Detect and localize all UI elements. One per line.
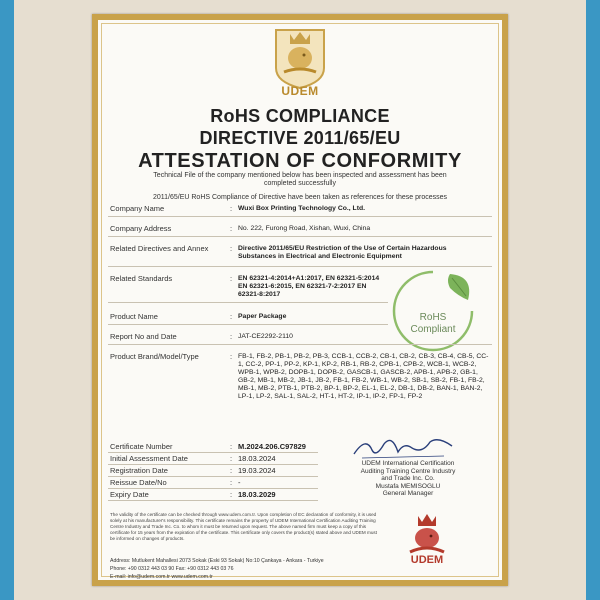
intro-line-3: 2011/65/EU RoHS Compliance of Directive have been taken as references for these processes bbox=[152, 194, 448, 201]
field-label: Company Address bbox=[110, 224, 172, 233]
signatory-line-1: UDEM International Certification bbox=[361, 460, 455, 467]
cert-label: Certificate Number bbox=[110, 442, 173, 451]
cert-value: M.2024.206.C97829 bbox=[238, 442, 306, 451]
lion-crest-icon bbox=[266, 24, 334, 90]
signatory-line-3: and Trade Inc. Co. bbox=[381, 475, 435, 482]
divider bbox=[108, 464, 318, 465]
signatory-block bbox=[338, 460, 478, 498]
certificate-sheet bbox=[92, 14, 508, 586]
cert-value: 19.03.2024 bbox=[238, 466, 276, 475]
field-colon: : bbox=[230, 352, 233, 361]
rohs-badge-line-1: RoHS bbox=[419, 312, 447, 323]
cert-colon: : bbox=[230, 466, 233, 475]
field-label: Product Brand/Model/Type bbox=[110, 352, 199, 361]
field-value: FB-1, FB-2, PB-1, PB-2, PB-3, CCB-1, CCB-2, CB-1, CB-2, CB-3, CB-4, CB-5, CC-1, CC-2, PP-1, PP-2, KP-1, KP-2, RB-1, RB-2, CPB-1, CPB-2, WCB-1, WCB-2, WPB-1, WPB-2, DOPB-1, DOPB-2, GASCB-1, GASCB-2, APB-1, APB-2, GB-1, GB-2, MB-1, MB-2, JB-1, JB-2, FB-1, FB-2, WB-1, WB-2, SB-1, SB-2, FB-1, FB-2, MB-1, MB-2, PTB-1, PTB-2, BP-1, BP-2, EL-1, EL-2, DB-1, DB-2, BAN-1, BAN-2, LP-1, LP-2, SAL-1, SAL-2, HT-1, HT-2, IP-1, IP-2, FP-1, FP-2 bbox=[238, 353, 489, 400]
lion-crest-icon bbox=[402, 512, 452, 556]
title-line-2: DIRECTIVE 2011/65/EU bbox=[199, 128, 401, 148]
field-value: JAT-CE2292-2110 bbox=[238, 333, 293, 340]
fine-print: The validity of the certificate can be checked through www.udem.com.tr. Upon completion of EC declaration of conformity, it is used solely at his manufacturer's responsibility. This certificate remains the property of UDEM International Certification Auditing Training Centre Industry and Trade Inc. Co. to whom it must be returned upon request. The above named firm must keep a copy of this certificate for 15 years from the expiration of the certificate. This certificate only covers the product(s) stated above and UDEM must be informed on changes of products. bbox=[110, 512, 377, 541]
divider bbox=[108, 236, 492, 237]
field-value: EN 62321-4:2014+A1:2017, EN 62321-5:2014 EN 62321-6:2015, EN 62321-7-2:2017 EN 62321-8:2017 bbox=[238, 275, 380, 298]
signatory-line-2: Auditing Training Centre Industry bbox=[360, 467, 456, 475]
signatory-line-5: General Manager bbox=[382, 490, 434, 497]
title-line-1: RoHS COMPLIANCE bbox=[210, 106, 390, 126]
cert-colon: : bbox=[230, 454, 233, 463]
title-line-3: ATTESTATION OF CONFORMITY bbox=[138, 150, 462, 172]
field-label: Report No and Date bbox=[110, 332, 177, 341]
divider bbox=[108, 488, 318, 489]
field-colon: : bbox=[230, 224, 233, 233]
field-label: Related Standards bbox=[110, 274, 173, 283]
field-colon: : bbox=[230, 274, 233, 283]
cert-value: 18.03.2024 bbox=[238, 454, 276, 463]
rohs-leaf-icon bbox=[388, 266, 478, 356]
divider bbox=[108, 500, 318, 501]
field-colon: : bbox=[230, 204, 233, 213]
signature-icon bbox=[348, 432, 458, 462]
footer-address: Address: Mutlukent Mahallesi 2073 Sokak (Eski 93 Sokak) No:10 Çankaya - Ankara - Turkiye bbox=[110, 558, 324, 564]
cert-colon: : bbox=[230, 442, 233, 451]
cert-label: Registration Date bbox=[110, 466, 168, 475]
cert-label: Initial Assessment Date bbox=[110, 454, 188, 463]
field-colon: : bbox=[230, 332, 233, 341]
divider bbox=[108, 324, 388, 325]
logo-text: UDEM bbox=[281, 84, 319, 98]
cert-value: - bbox=[238, 478, 241, 487]
intro-line-2: completed successfully bbox=[264, 180, 336, 187]
rohs-badge-line-2: Compliant bbox=[410, 324, 456, 335]
divider bbox=[108, 216, 492, 217]
field-label: Company Name bbox=[110, 204, 165, 213]
cert-colon: : bbox=[230, 490, 233, 499]
field-value: Paper Package bbox=[238, 313, 287, 320]
cert-label: Reissue Date/No bbox=[110, 478, 167, 487]
logo-text: UDEM bbox=[410, 554, 444, 566]
cert-colon: : bbox=[230, 478, 233, 487]
intro-line-1: Technical File of the company mentioned below has been inspected and assessment has been bbox=[153, 172, 447, 179]
field-label: Related Directives and Annex bbox=[110, 244, 209, 253]
divider bbox=[108, 452, 318, 453]
divider bbox=[108, 344, 492, 345]
field-value: Wuxi Box Printing Technology Co., Ltd. bbox=[238, 205, 365, 212]
footer-contact: Phone: +90 0312 443 03 90 Fax: +90 0312 443 03 76 bbox=[110, 566, 234, 572]
cert-label: Expiry Date bbox=[110, 490, 149, 499]
field-colon: : bbox=[230, 244, 233, 253]
field-colon: : bbox=[230, 312, 233, 321]
cert-value: 18.03.2029 bbox=[238, 490, 276, 499]
field-value: Directive 2011/65/EU Restriction of the Use of Certain Hazardous Substances in Electrical and Electronic Equipment bbox=[238, 245, 447, 260]
footer-email[interactable]: E-mail: info@udem.com.tr www.udem.com.tr bbox=[110, 574, 213, 580]
field-label: Product Name bbox=[110, 312, 158, 321]
divider bbox=[108, 302, 388, 303]
field-value: No. 222, Furong Road, Xishan, Wuxi, China bbox=[238, 225, 371, 232]
signatory-line-4: Mustafa MEMISOGLU bbox=[375, 482, 441, 490]
divider bbox=[108, 476, 318, 477]
intro-text bbox=[118, 172, 482, 188]
